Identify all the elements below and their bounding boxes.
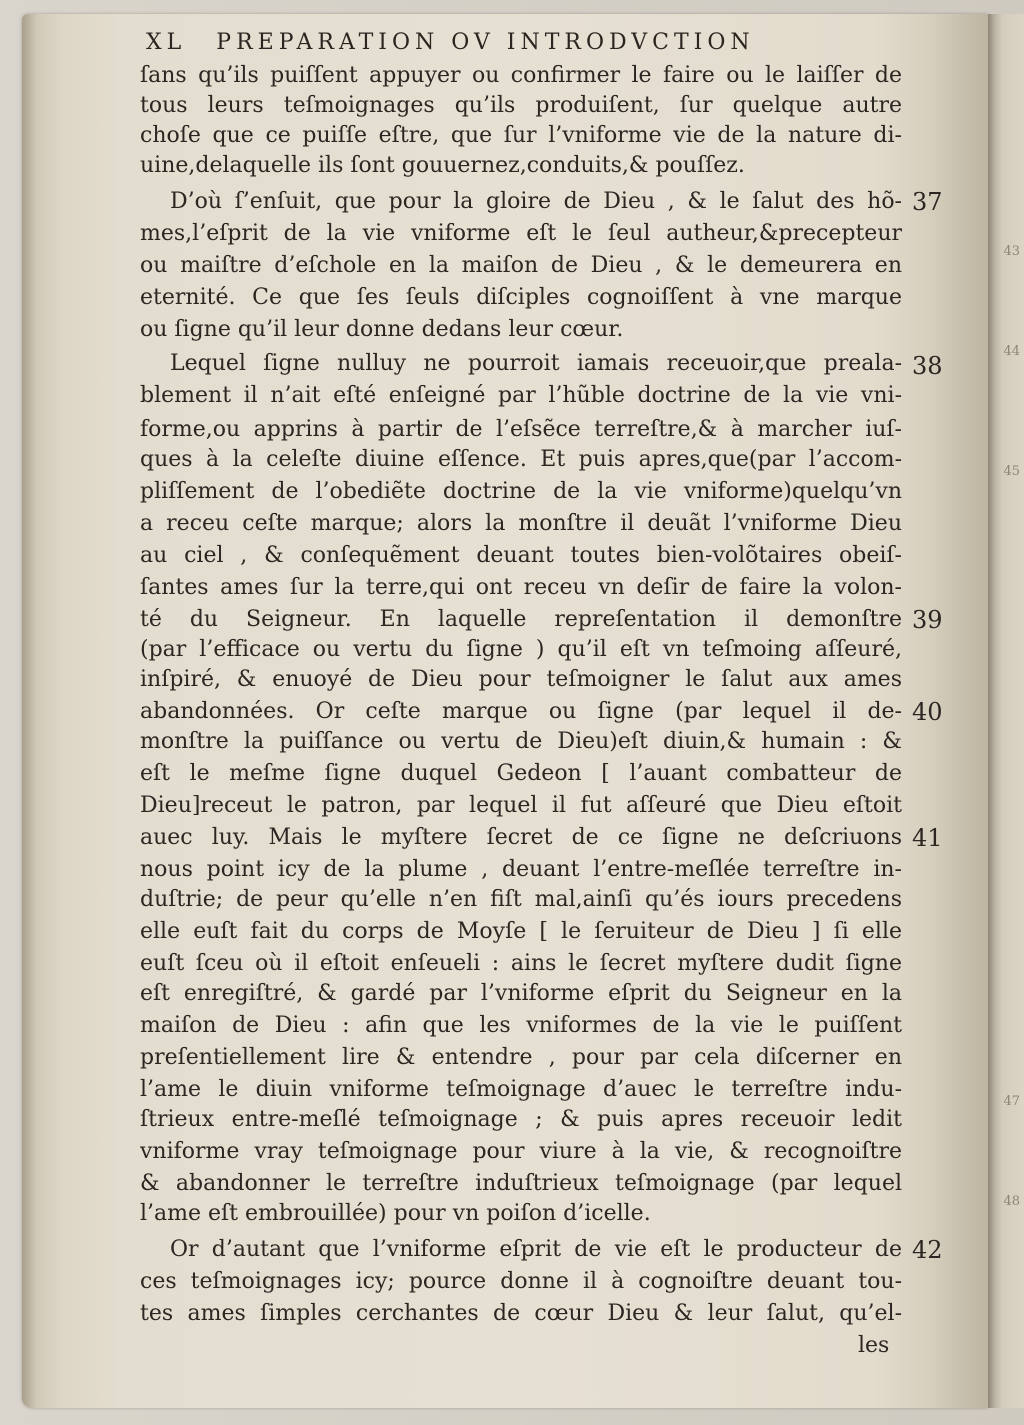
text-line: tous leurs teſmoignages qu’ils produiſent, ſur quelque autre <box>140 93 902 118</box>
text-line: pliſſement de l’obediẽte doctrine de la vie vniforme)quelqu’vn <box>140 479 902 504</box>
text-line: ſtrieux entre-meſlé teſmoignage ; & puis apres receuoir ledit <box>140 1107 902 1132</box>
text-line: eſt enregiſtré, & gardé par l’vniforme eſprit du Seigneur en la <box>140 981 902 1006</box>
text-line: forme,ou apprins à partir de l’eſsẽce terreſtre,& à marcher iuſ- <box>140 417 902 442</box>
margin-number: 41 <box>912 824 943 852</box>
text-line: & abandonner le terreſtre induſtrieux teſmoignage (par lequel <box>140 1171 902 1196</box>
text-line: uine,delaquelle ils ſont gouuernez,conduits,& pouſſez. <box>140 153 745 178</box>
text-line: ques à la celeſte diuine eſſence. Et puis apres,que(par l’accom- <box>140 447 902 472</box>
text-line: blement il n’ait eſté enſeigné par l’hũble doctrine de la vie vni- <box>140 383 902 408</box>
text-line: abandonnées. Or ceſte marque ou ſigne (par lequel il de- <box>140 699 902 724</box>
text-line: inſpiré, & enuoyé de Dieu pour teſmoigner le ſalut aux ames <box>140 667 902 692</box>
text-line: ces teſmoignages icy; pource donne il à cognoiſtre deuant tou- <box>140 1269 902 1294</box>
text-line: (par l’efficace ou vertu du ſigne ) qu’il eſt vn teſmoing aſſeuré, <box>140 637 902 662</box>
text-line: Lequel ſigne nulluy ne pourroit iamais receuoir,que preala- <box>170 351 902 376</box>
text-line: euſt ſceu où il eſtoit enſeueli : ains le ſecret myſtere dudit ſigne <box>140 951 902 976</box>
text-line: nous point icy de la plume , deuant l’entre-meſlée terreſtre in- <box>140 857 902 882</box>
text-line: elle euſt fait du corps de Moyſe [ le ſeruiteur de Dieu ] ſi elle <box>140 919 902 944</box>
text-line: eternité. Ce que ſes ſeuls diſciples cognoiſſent à vne marque <box>140 285 902 310</box>
page-number: XL <box>146 30 187 55</box>
text-line: l’ame eſt embrouillée) pour vn poiſon d’icelle. <box>140 1201 651 1226</box>
margin-number: 39 <box>912 606 943 634</box>
text-line: auec luy. Mais le myſtere ſecret de ce ſigne ne deſcriuons <box>140 825 902 850</box>
margin-number: 38 <box>912 352 943 380</box>
text-line: Or d’autant que l’vniforme eſprit de vie eſt le producteur de <box>170 1237 902 1262</box>
margin-number: 40 <box>912 698 943 726</box>
text-line: duſtrie; de peur qu’elle n’en fiſt mal,ainſi qu’és iours precedens <box>140 887 902 912</box>
text-line: vniforme vray teſmoignage pour viure à la vie, & recognoiſtre <box>140 1139 902 1164</box>
catchword: les <box>858 1333 890 1358</box>
text-line: preſentiellement lire & entendre , pour par cela diſcerner en <box>140 1045 902 1070</box>
text-line: choſe que ce puiſſe eſtre, que ſur l’vniforme vie de la nature di- <box>140 123 902 148</box>
text-line: a receu ceſte marque; alors la monſtre il deuãt l’vniforme Dieu <box>140 511 902 536</box>
text-line: D’où ſ’enſuit, que pour la gloire de Dieu , & le ſalut des hõ- <box>170 189 902 214</box>
running-title: PREPARATION OV INTRODVCTION <box>216 30 755 55</box>
margin-number: 37 <box>912 188 943 216</box>
text-line: ou ſigne qu’il leur donne dedans leur cœur. <box>140 317 624 342</box>
facing-mark: 44 <box>1003 344 1020 359</box>
text-line: maiſon de Dieu : afin que les vniformes de la vie le puiſſent <box>140 1013 902 1038</box>
text-line: ſantes ames ſur la terre,qui ont receu vn deſir de faire la volon- <box>140 575 902 600</box>
text-line: au ciel , & conſequẽment deuant toutes bien-volõtaires obeiſ- <box>140 543 902 568</box>
facing-mark: 47 <box>1003 1094 1020 1109</box>
facing-mark: 45 <box>1003 464 1020 479</box>
text-line: mes,l’eſprit de la vie vniforme eſt le ſeul autheur,&precepteur <box>140 221 902 246</box>
text-line: l’ame le diuin vniforme teſmoignage d’auec le terreſtre indu- <box>140 1077 902 1102</box>
text-line: tes ames ſimples cerchantes de cœur Dieu & leur ſalut, qu’el- <box>140 1301 902 1326</box>
text-line: té du Seigneur. En laquelle repreſentation il demonſtre <box>140 607 902 632</box>
text-line: eſt le meſme ſigne duquel Gedeon [ l’auant combatteur de <box>140 761 902 786</box>
text-line: monſtre la puiſſance ou vertu de Dieu)eſt diuin,& humain : & <box>140 729 902 754</box>
facing-mark: 43 <box>1003 244 1020 259</box>
margin-number: 42 <box>912 1236 943 1264</box>
facing-mark: 48 <box>1003 1194 1020 1209</box>
text-line: ou maiſtre d’eſchole en la maiſon de Dieu , & le demeurera en <box>140 253 902 278</box>
text-line: Dieu]receut le patron, par lequel il fut aſſeuré que Dieu eſtoit <box>140 793 902 818</box>
text-line: ſans qu’ils puiſſent appuyer ou confirmer le faire ou le laiſſer de <box>140 63 902 88</box>
